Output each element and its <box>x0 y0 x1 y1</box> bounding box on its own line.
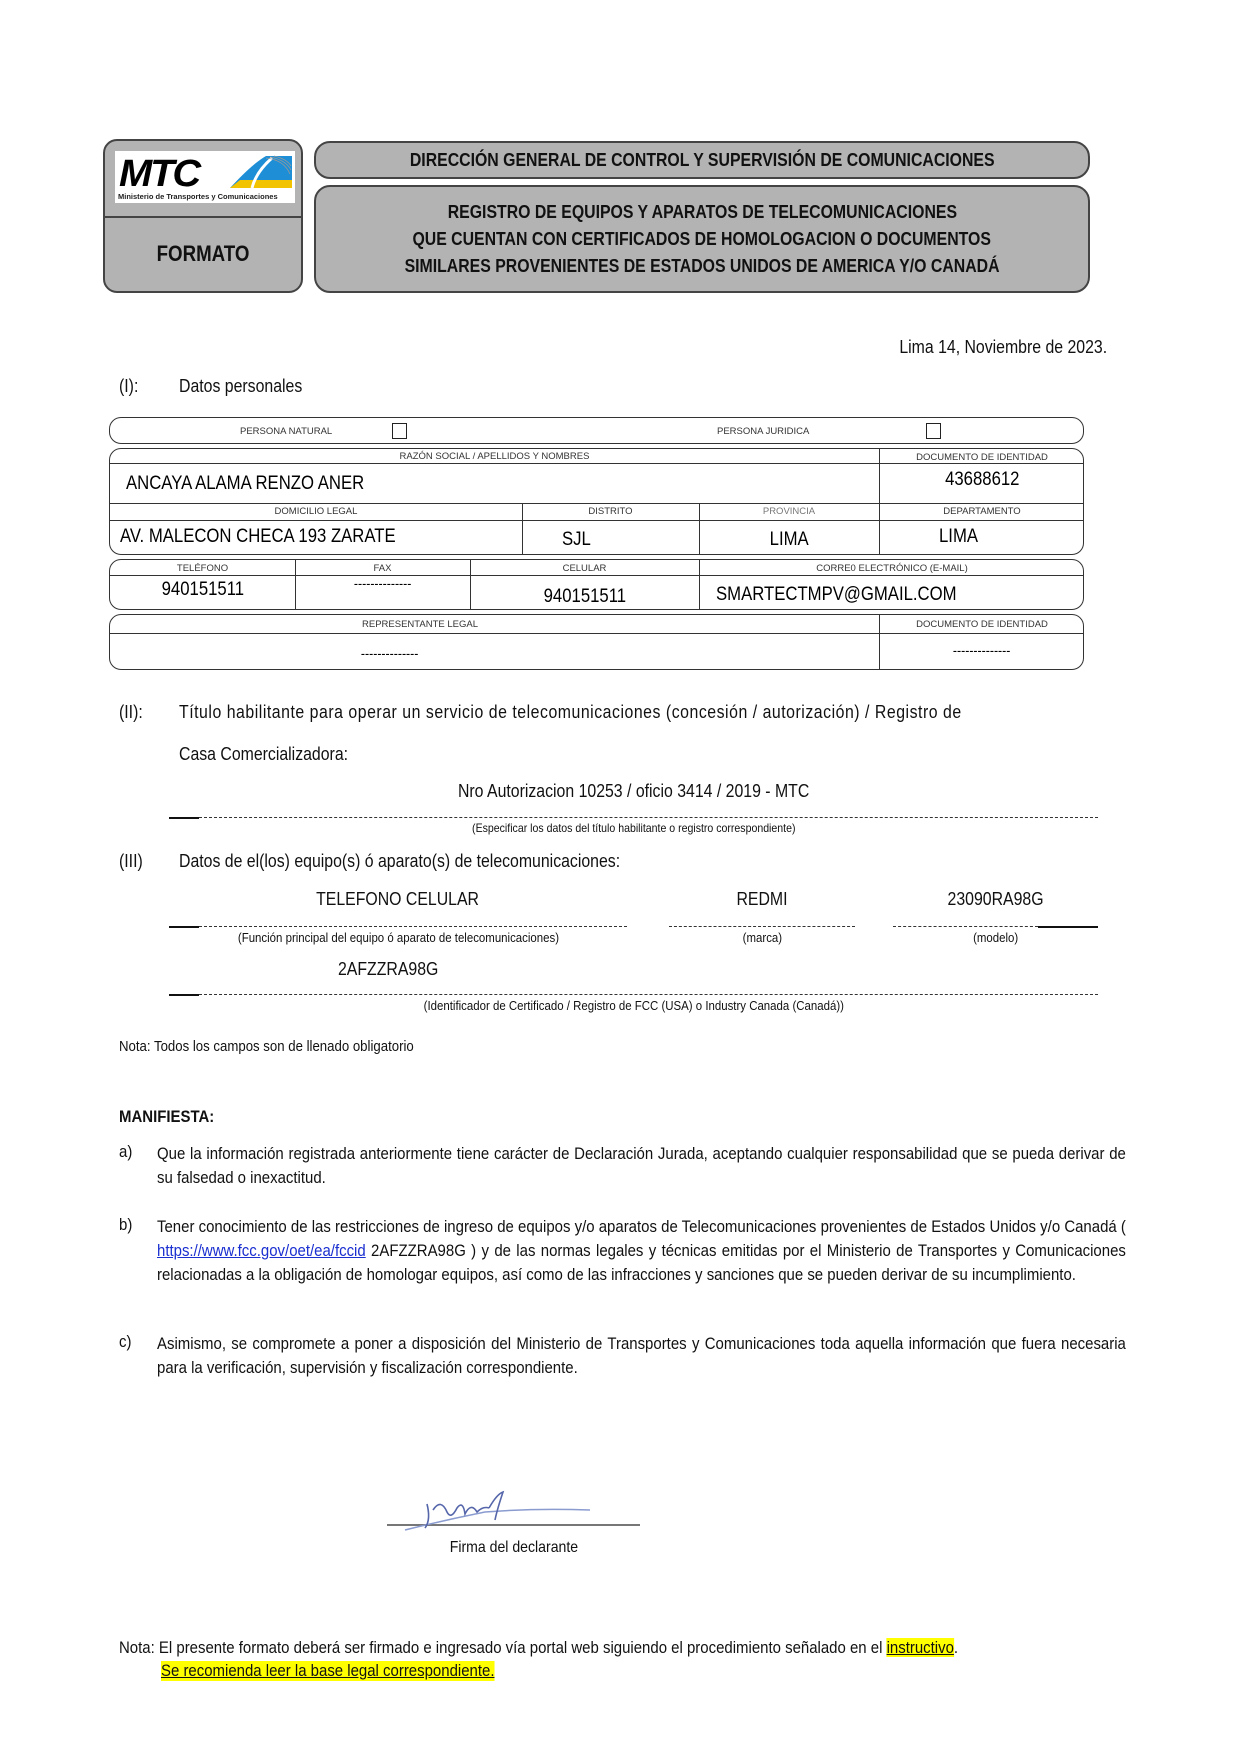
authorization-field[interactable] <box>169 781 1098 802</box>
date-text: Lima 14, Noviembre de 2023. <box>899 337 1107 357</box>
logo-text: MTC <box>119 153 200 195</box>
mtc-logo <box>115 151 295 203</box>
fax-label: FAX <box>373 563 392 574</box>
doc-identidad-value: 43688612 <box>944 469 1020 490</box>
telefono-field[interactable] <box>110 579 295 601</box>
item-c-marker <box>119 1332 133 1352</box>
note-text: Nota: Todos los campos son de llenado obligatorio <box>119 1038 414 1055</box>
mtc-road-logo-icon <box>222 154 292 190</box>
caption-text: (Especificar los datos del título habilitante o registro correspondiente) <box>471 821 796 835</box>
modelo-field[interactable] <box>893 889 1098 910</box>
fcc-link[interactable]: https://www.fcc.gov/oet/ea/fccid <box>157 1241 366 1260</box>
contact-block <box>109 559 1084 610</box>
funcion-value: TELEFONO CELULAR <box>316 889 480 909</box>
distrito-value: SJL <box>562 529 591 550</box>
doc-identidad-label: DOCUMENTO DE IDENTIDAD <box>916 452 1048 463</box>
marca-value: REDMI <box>736 889 788 909</box>
fax-value: -------------- <box>353 575 412 591</box>
representante-field[interactable] <box>110 645 670 661</box>
footer-note <box>119 1638 1073 1658</box>
representative-block <box>109 614 1084 670</box>
title-text: Título habilitante para operar un servicio de telecomunicaciones (concesión / autorización) / Registro de <box>179 702 962 722</box>
departamento-value: LIMA <box>939 526 979 547</box>
item-text: Tener conocimiento de las restricciones de ingreso de equipos y/o aparatos de Telecomunicaciones provenientes de Estados Unidos y/o Canadá ( <box>157 1217 1126 1236</box>
representante-value: -------------- <box>361 645 419 661</box>
header-logo-cell <box>103 139 303 293</box>
persona-juridica-checkbox[interactable] <box>926 423 941 439</box>
distrito-field[interactable] <box>562 529 595 551</box>
celular-field[interactable] <box>470 586 699 608</box>
provincia-field[interactable] <box>699 529 879 551</box>
razon-social-label: RAZÓN SOCIAL / APELLIDOS Y NOMBRES <box>399 451 590 462</box>
required-fields-note <box>119 1038 454 1055</box>
telefono-value: 940151511 <box>161 579 244 600</box>
caption-text: (marca) <box>742 930 782 945</box>
marker-text: (I): <box>119 376 139 396</box>
certificado-value: 2AFZZRA98G <box>338 959 439 979</box>
logo-subtitle: Ministerio de Transportes y Comunicaciones <box>118 192 278 201</box>
item-text: Que la información registrada anteriormente tiene carácter de Declaración Jurada, aceptando cualquier responsabilidad que se pueda derivar de su falsedad o inexactitud. <box>157 1144 1126 1187</box>
title-text: MANIFIESTA: <box>119 1107 215 1126</box>
marker-text: (III) <box>119 851 143 871</box>
caption-text: Firma del declarante <box>449 1539 578 1556</box>
caption-text: (Función principal del equipo ó aparato de telecomunicaciones) <box>237 930 559 945</box>
signature-caption <box>387 1539 640 1557</box>
funcion-field[interactable] <box>169 889 627 910</box>
persona-juridica-label: PERSONA JURIDICA <box>717 426 810 437</box>
instructivo-link[interactable]: instructivo <box>886 1638 954 1657</box>
provincia-label: PROVINCIA <box>762 506 816 517</box>
funcion-caption <box>169 930 627 945</box>
section-3-marker <box>119 851 146 872</box>
identity-address-block <box>109 448 1084 555</box>
manifiesta-item-b <box>157 1215 1126 1287</box>
title-text: Casa Comercializadora: <box>179 744 349 764</box>
modelo-value: 23090RA98G <box>947 889 1044 909</box>
caption-text: (Identificador de Certificado / Registro de FCC (USA) o Industry Canada (Canadá)) <box>423 998 844 1013</box>
manifiesta-title <box>119 1107 227 1127</box>
persona-type-row <box>109 417 1084 444</box>
razon-social-field[interactable] <box>126 473 397 495</box>
telefono-label: TELÉFONO <box>176 563 229 574</box>
domicilio-value: AV. MALECON CHECA 193 ZARATE <box>120 526 396 547</box>
marker-text: (II): <box>119 702 143 722</box>
celular-value: 940151511 <box>543 586 626 607</box>
section-1-title <box>179 376 319 397</box>
authorization-caption <box>169 821 1098 835</box>
provincia-value: LIMA <box>769 529 809 550</box>
title-text: Datos de el(los) equipo(s) ó aparato(s) de telecomunicaciones: <box>179 851 621 871</box>
registry-title-line-3: SIMILARES PROVENIENTES DE ESTADOS UNIDOS DE AMERICA Y/O CANADÁ <box>404 255 1000 276</box>
email-field[interactable] <box>716 584 989 606</box>
distrito-label: DISTRITO <box>588 506 633 517</box>
email-label: CORRE0 ELECTRÓNICO (E-MAIL) <box>816 563 968 574</box>
celular-label: CELULAR <box>562 563 607 574</box>
rep-doc-label: DOCUMENTO DE IDENTIDAD <box>916 619 1048 630</box>
marker-text: a) <box>119 1142 133 1161</box>
marker-text: c) <box>119 1332 132 1351</box>
legal-base-link[interactable] <box>161 1661 540 1681</box>
manifiesta-item-c <box>157 1332 1126 1380</box>
persona-natural-checkbox[interactable] <box>392 423 407 439</box>
persona-natural-label: PERSONA NATURAL <box>240 426 333 437</box>
domicilio-label: DOMICILIO LEGAL <box>274 506 358 517</box>
section-2-title-line-1 <box>179 702 1084 723</box>
note-text: Nota: El presente formato deberá ser firmado e ingresado vía portal web siguiendo el procedimiento señalado en el <box>119 1638 887 1657</box>
modelo-caption <box>893 930 1098 945</box>
section-1-marker <box>119 376 141 397</box>
rep-doc-field[interactable] <box>879 642 1085 658</box>
registry-title-line-1: REGISTRO DE EQUIPOS Y APARATOS DE TELECOMUNICACIONES <box>447 201 957 222</box>
manifiesta-item-a <box>157 1142 1126 1190</box>
formato-label: FORMATO <box>156 240 250 266</box>
fax-field[interactable] <box>295 575 470 591</box>
departamento-field[interactable] <box>939 526 983 548</box>
email-value: SMARTECTMPV@GMAIL.COM <box>716 584 957 605</box>
item-a-marker <box>119 1142 134 1162</box>
item-text: 2AFZZRA98G ) y de las normas legales y técnicas emitidas por el Ministerio de Transportes y Comunicaciones relacionadas a la obligación de homologar equipos, así como de las infracciones y sanciones que se pueden derivar de su incumplimiento. <box>157 1241 1126 1284</box>
registry-title-line-2: QUE CUENTAN CON CERTIFICADOS DE HOMOLOGACION O DOCUMENTOS <box>412 228 992 249</box>
item-b-marker <box>119 1215 134 1235</box>
directorate-title: DIRECCIÓN GENERAL DE CONTROL Y SUPERVISIÓN DE COMUNICACIONES <box>409 149 995 170</box>
header-title-directorate <box>314 141 1090 179</box>
certificado-caption <box>169 998 1098 1013</box>
certificado-field[interactable] <box>338 959 452 980</box>
title-text: Datos personales <box>179 376 303 396</box>
section-2-title-line-2 <box>179 744 371 765</box>
marca-caption <box>669 930 855 945</box>
doc-identidad-field[interactable] <box>879 469 1085 491</box>
razon-social-value: ANCAYA ALAMA RENZO ANER <box>126 473 365 494</box>
authorization-value: Nro Autorizacion 10253 / oficio 3414 / 2019 - MTC <box>457 781 810 801</box>
domicilio-field[interactable] <box>120 526 433 548</box>
note-suffix: . <box>953 1638 959 1657</box>
departamento-label: DEPARTAMENTO <box>943 506 1021 517</box>
header-title-registry <box>314 185 1090 293</box>
representante-label: REPRESENTANTE LEGAL <box>362 619 478 630</box>
legal-base-text: Se recomienda leer la base legal correspondiente. <box>161 1661 495 1680</box>
section-2-marker <box>119 702 146 723</box>
item-text: Asimismo, se compromete a poner a disposición del Ministerio de Transportes y Comunicaciones toda aquella información que fuera necesaria para la verificación, supervisión y fiscalización correspondiente. <box>157 1334 1126 1377</box>
date-line <box>871 337 1107 358</box>
marca-field[interactable] <box>669 889 855 910</box>
signature-icon <box>385 1490 645 1535</box>
caption-text: (modelo) <box>972 930 1019 945</box>
marker-text: b) <box>119 1215 133 1234</box>
rep-doc-value: -------------- <box>953 642 1011 658</box>
section-3-title <box>179 851 680 872</box>
